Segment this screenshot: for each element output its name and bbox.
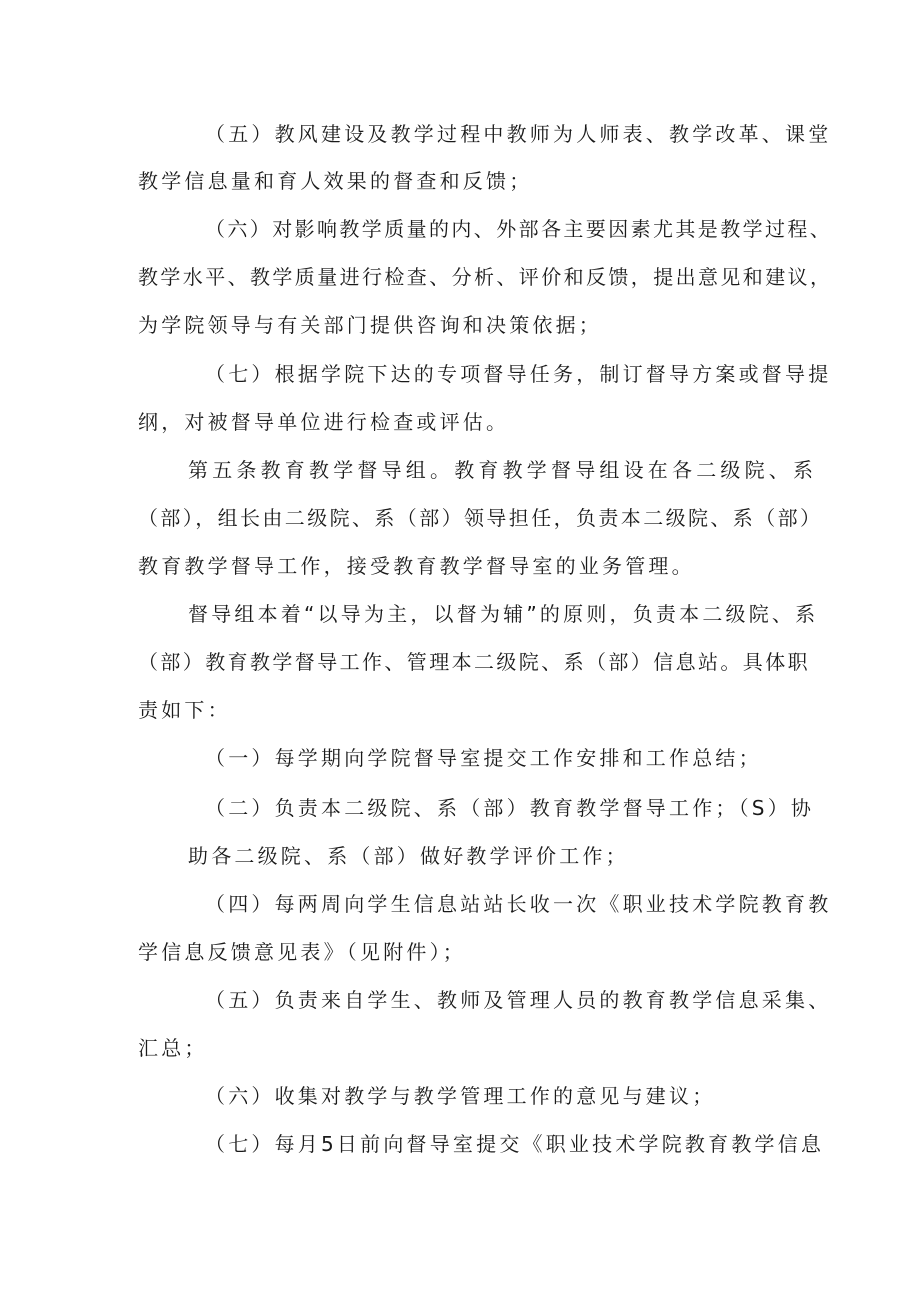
paragraph-line: 教学水平、教学质量进行检查、分析、评价和反馈，提出意见和建议，: [138, 265, 833, 289]
paragraph-line: （部）教育教学督导工作、管理本二级院、系（部）信息站。具体职: [138, 650, 810, 674]
list-item-line: （四）每两周向学生信息站站长收一次《职业技术学院教育教: [205, 892, 832, 916]
list-item-line: （五）负责来自学生、教师及管理人员的教育教学信息采集、: [205, 988, 832, 1012]
paragraph-line: 为学院领导与有关部门提供咨询和决策依据；: [138, 313, 602, 337]
paragraph-line: 教育教学督导工作，接受教育教学督导室的业务管理。: [138, 554, 695, 578]
list-item-line: （七）每月5日前向督导室提交《职业技术学院教育教学信息: [205, 1132, 825, 1156]
paragraph-line: 责如下：: [138, 698, 231, 722]
paragraph-line: 纲，对被督导单位进行检查或评估。: [138, 410, 510, 434]
paragraph-line: （部），组长由二级院、系（部）领导担任，负责本二级院、系（部）: [138, 506, 823, 530]
list-item-line: （一）每学期向学院督导室提交工作安排和工作总结；: [205, 746, 762, 770]
list-item-line: 汇总；: [138, 1036, 208, 1060]
list-item-line: （六）收集对教学与教学管理工作的意见与建议；: [205, 1084, 716, 1108]
paragraph-line: 教学信息量和育人效果的督查和反馈；: [138, 169, 533, 193]
paragraph-line: （五）教风建设及教学过程中教师为人师表、教学改革、课堂: [205, 122, 832, 146]
list-item-line: 助各二级院、系（部）做好教学评价工作；: [188, 844, 629, 868]
article-heading-line: 第五条教育教学督导组。教育教学督导组设在各二级院、系: [188, 458, 818, 482]
paragraph-line: （六）对影响教学质量的内、外部各主要因素尤其是教学过程、: [205, 217, 833, 241]
list-item-line: 学信息反馈意见表》（见附件）；: [138, 940, 466, 964]
paragraph-line: 督导组本着“以导为主，以督为辅”的原则，负责本二级院、系: [188, 602, 819, 626]
list-item-line: （二）负责本二级院、系（部）教育教学督导工作；（S）协: [205, 796, 815, 820]
paragraph-line: （七）根据学院下达的专项督导任务，制订督导方案或督导提: [205, 362, 832, 386]
